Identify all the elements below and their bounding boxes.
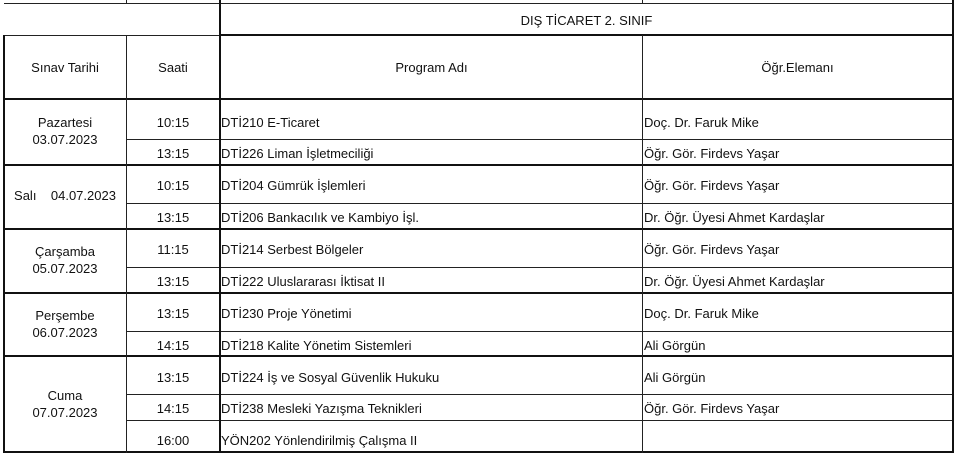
row-separator xyxy=(126,420,953,421)
top-stub xyxy=(642,0,643,4)
row-separator xyxy=(126,203,953,204)
day-label-tuesday: Salı 04.07.2023 xyxy=(14,188,116,203)
day-separator xyxy=(4,292,953,294)
row-time: 10:15 xyxy=(156,115,190,130)
row-separator xyxy=(126,394,953,395)
row-time: 13:15 xyxy=(156,146,190,161)
day-label-friday: Cuma 07.07.2023 xyxy=(32,388,98,420)
top-border xyxy=(4,3,953,4)
row-lecturer: Doç. Dr. Faruk Mike xyxy=(644,115,759,130)
row-lecturer: Öğr. Gör. Firdevs Yaşar xyxy=(644,401,780,416)
row-program: DTİ226 Liman İşletmeciliği xyxy=(221,146,374,161)
right-border xyxy=(952,0,954,453)
row-lecturer: Ali Görgün xyxy=(644,370,706,385)
row-lecturer: Ali Görgün xyxy=(644,338,706,353)
row-time: 10:15 xyxy=(156,178,190,193)
row-program: DTİ218 Kalite Yönetim Sistemleri xyxy=(221,338,412,353)
header-lecturer: Öğr.Elemanı xyxy=(761,60,834,75)
row-separator xyxy=(126,139,953,140)
row-time: 13:15 xyxy=(156,370,190,385)
row-lecturer: Dr. Öğr. Üyesi Ahmet Kardaşlar xyxy=(644,210,825,225)
row-program: DTİ224 İş ve Sosyal Güvenlik Hukuku xyxy=(221,370,440,385)
day-label-wednesday: Çarşamba 05.07.2023 xyxy=(32,244,98,276)
header-program: Program Adı xyxy=(395,60,468,75)
row-time: 16:00 xyxy=(156,433,190,448)
row-time: 14:15 xyxy=(156,338,190,353)
top-stub xyxy=(126,0,127,4)
row-program: DTİ230 Proje Yönetimi xyxy=(221,306,352,321)
day-separator xyxy=(4,355,953,357)
row-lecturer: Doç. Dr. Faruk Mike xyxy=(644,306,759,321)
row-program: DTİ204 Gümrük İşlemleri xyxy=(221,178,366,193)
day-label-thursday: Perşembe 06.07.2023 xyxy=(32,308,98,340)
row-separator xyxy=(126,331,953,332)
row-time: 14:15 xyxy=(156,401,190,416)
day-label-monday: Pazartesi 03.07.2023 xyxy=(32,115,98,147)
row-lecturer: Öğr. Gör. Firdevs Yaşar xyxy=(644,178,780,193)
row-time: 13:15 xyxy=(156,210,190,225)
row-program: DTİ214 Serbest Bölgeler xyxy=(221,242,364,257)
bottom-border xyxy=(4,451,953,453)
row-program: DTİ222 Uluslararası İktisat II xyxy=(221,274,385,289)
row-separator xyxy=(126,267,953,268)
day-separator xyxy=(4,228,953,230)
row-program: DTİ210 E-Ticaret xyxy=(221,115,320,130)
day-separator xyxy=(4,164,953,166)
row-lecturer: Öğr. Gör. Firdevs Yaşar xyxy=(644,242,780,257)
row-time: 13:15 xyxy=(156,274,190,289)
header-exam-date: Sınav Tarihi xyxy=(31,60,99,75)
row-time: 13:15 xyxy=(156,306,190,321)
row-program: DTİ206 Bankacılık ve Kambiyo İşl. xyxy=(221,210,419,225)
row-program: YÖN202 Yönlendirilmiş Çalışma II xyxy=(221,433,418,448)
table-title: DIŞ TİCARET 2. SINIF xyxy=(520,13,653,28)
row-lecturer: Öğr. Gör. Firdevs Yaşar xyxy=(644,146,780,161)
row-program: DTİ238 Mesleki Yazışma Teknikleri xyxy=(221,401,422,416)
row-time: 11:15 xyxy=(157,242,189,257)
row-lecturer: Dr. Öğr. Üyesi Ahmet Kardaşlar xyxy=(644,274,825,289)
header-time: Saati xyxy=(158,60,188,75)
